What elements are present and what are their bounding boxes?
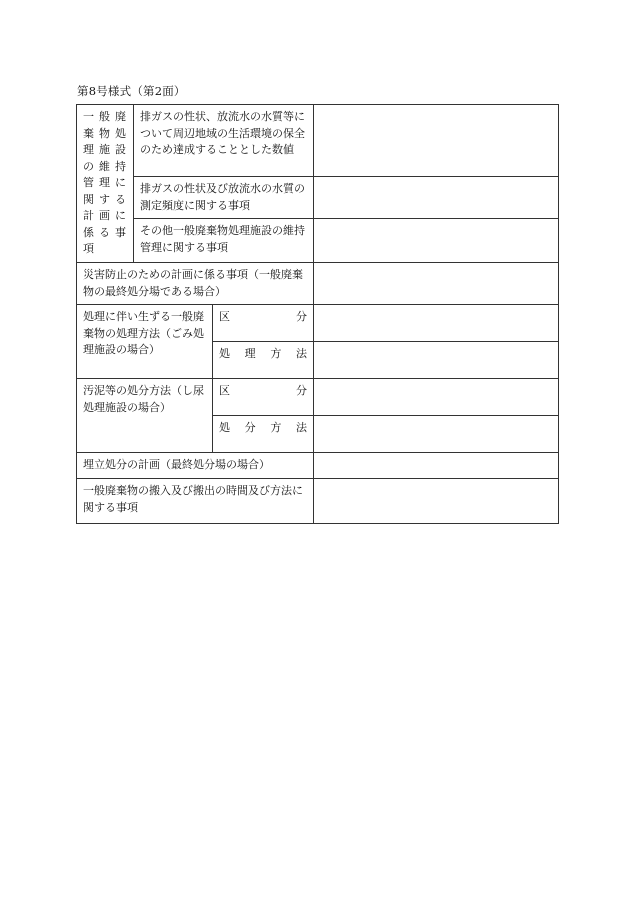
label-char: 法 [295, 421, 307, 434]
emission-values-label: 排ガスの性状、放流水の水質等について周辺地域の生活環境の保全のため達成することとした数値 [134, 105, 314, 177]
measurement-frequency-label: 排ガスの性状及び放流水の水質の測定頻度に関する事項 [134, 177, 314, 219]
treatment-category-field[interactable] [314, 305, 559, 342]
label-char: 法 [295, 347, 307, 360]
side-label-line: 一般廃 [83, 110, 127, 123]
table-row [77, 453, 559, 479]
sludge-process-field[interactable] [314, 416, 559, 453]
treatment-method-label: 処理に伴い生ずる一般廃棄物の処理方法（ごみ処理施設の場合） [77, 305, 213, 379]
form-table [76, 104, 559, 524]
sludge-category-field[interactable] [314, 379, 559, 416]
label-char: 区 [219, 310, 230, 323]
table-row [77, 379, 559, 416]
emission-values-field[interactable] [314, 105, 559, 177]
side-label-line: 計画に [83, 209, 127, 222]
disaster-plan-label: 災害防止のための計画に係る事項（一般廃棄物の最終処分場である場合） [77, 263, 314, 305]
label-char: 処 [219, 347, 230, 360]
table-row [77, 263, 559, 305]
sludge-category-label [213, 379, 314, 416]
maintenance-plan-label [77, 105, 134, 263]
side-label-line: 棄物処 [83, 126, 127, 140]
label-char: 処 [219, 421, 230, 434]
label-char: 理 [244, 347, 256, 360]
table-row [77, 105, 559, 177]
landfill-plan-field[interactable] [314, 453, 559, 479]
side-label-line: 管理に [83, 176, 127, 189]
transport-time-field[interactable] [314, 479, 559, 524]
table-row [77, 479, 559, 524]
landfill-plan-label: 埋立処分の計画（最終処分場の場合） [77, 453, 314, 479]
label-char: 方 [270, 347, 282, 360]
treatment-process-field[interactable] [314, 342, 559, 379]
transport-time-label: 一般廃棄物の搬入及び搬出の時間及び方法に関する事項 [77, 479, 314, 524]
side-label-line: 関する [83, 192, 127, 206]
label-char: 方 [270, 421, 282, 434]
other-maintenance-label: その他一般廃棄物処理施設の維持管理に関する事項 [134, 219, 314, 263]
other-maintenance-field[interactable] [314, 219, 559, 263]
side-label-line: 項 [83, 242, 95, 255]
table-row [77, 177, 559, 219]
treatment-category-label [213, 305, 314, 342]
table-row [77, 219, 559, 263]
label-char: 分 [244, 421, 256, 434]
side-label-line: 理施設 [83, 143, 127, 156]
side-label-line: 係る事 [83, 225, 127, 239]
form-title: 第8号様式（第2面） [77, 84, 186, 98]
label-char: 分 [296, 310, 307, 323]
measurement-frequency-field[interactable] [314, 177, 559, 219]
side-label-line: の維持 [83, 159, 127, 173]
treatment-process-label [213, 342, 314, 379]
label-char: 分 [296, 384, 307, 397]
sludge-process-label [213, 416, 314, 453]
table-row [77, 305, 559, 342]
sludge-disposal-label: 汚泥等の処分方法（し尿処理施設の場合） [77, 379, 213, 453]
disaster-plan-field[interactable] [314, 263, 559, 305]
label-char: 区 [219, 384, 230, 397]
